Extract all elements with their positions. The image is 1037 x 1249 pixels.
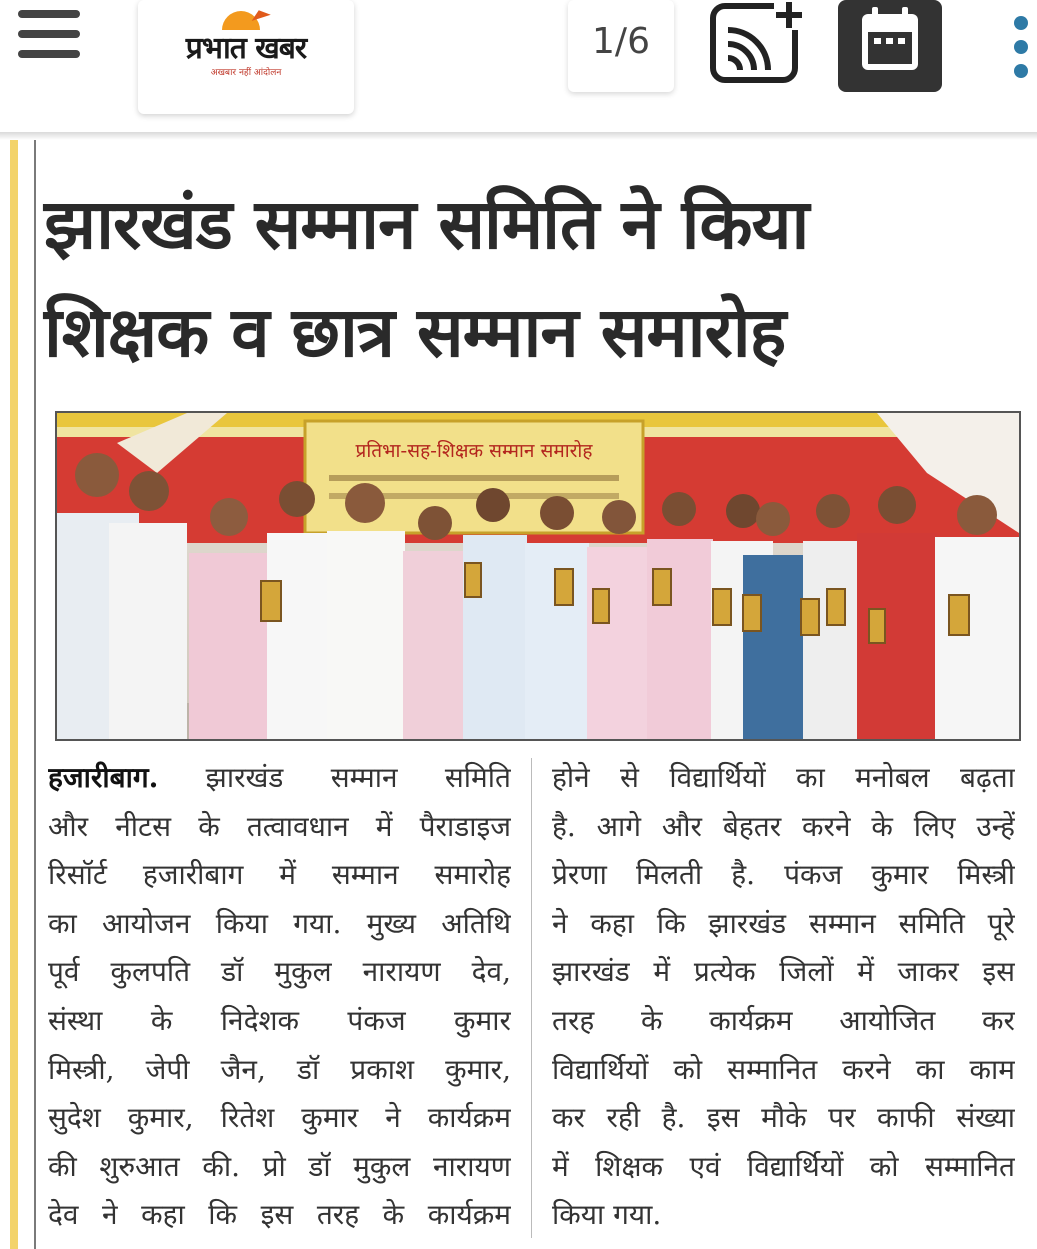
page-indicator[interactable]: 1/6 xyxy=(568,0,674,92)
article-line: झारखंड में प्रत्येक जिलों में जाकर इस xyxy=(552,955,1015,989)
article-line: की शुरुआत की. प्रो डॉ मुकुल नारायण xyxy=(48,1149,511,1183)
logo-tagline: अखबार नहीं आंदोलन xyxy=(210,68,282,78)
article-line: प्रेरणा मिलती है. पंकज कुमार मिस्त्री xyxy=(552,858,1015,892)
article-line: ने कहा कि झारखंड सम्मान समिति पूरे xyxy=(552,906,1015,940)
rss-add-icon xyxy=(710,0,804,84)
more-vertical-icon xyxy=(1014,16,1028,30)
article-line: में शिक्षक एवं विद्यार्थियों को सम्मानित xyxy=(552,1149,1015,1183)
newspaper-clipping[interactable] xyxy=(0,140,1037,1249)
headline-line-2: शिक्षक व छात्र सम्मान समारोह xyxy=(44,293,786,373)
group-photo-illustration xyxy=(57,413,1019,739)
article-column-right xyxy=(552,754,1015,1240)
headline-line-1: झारखंड सम्मान समिति ने किया xyxy=(44,185,809,265)
article-line: पूर्व कुलपति डॉ मुकुल नारायण देव, xyxy=(48,955,511,989)
top-app-bar xyxy=(0,0,1037,134)
article-line: देव ने कहा कि इस तरह के कार्यक्रम xyxy=(48,1198,511,1232)
article-line: है. आगे और बेहतर करने के लिए उन्हें xyxy=(552,809,1015,843)
article-line: मिस्त्री, जेपी जैन, डॉ प्रकाश कुमार, xyxy=(48,1052,511,1086)
hamburger-menu-icon xyxy=(18,10,80,18)
article-column-left xyxy=(48,754,511,1240)
logo-bird-icon xyxy=(249,7,270,21)
margin-rule xyxy=(34,140,36,1249)
dateline: हजारीबाग. xyxy=(48,761,159,794)
calendar-button[interactable] xyxy=(838,0,942,92)
event-photo[interactable] xyxy=(55,411,1021,741)
more-options-button[interactable] xyxy=(1008,12,1036,84)
toolbar-shadow xyxy=(0,132,1037,140)
column-divider xyxy=(531,758,532,1238)
menu-button[interactable] xyxy=(16,6,84,62)
article-line: कर रही है. इस मौके पर काफी संख्या xyxy=(552,1101,1015,1135)
article-line: और नीटस के तत्वावधान में पैराडाइज xyxy=(48,809,511,843)
article-line: सुदेश कुमार, रितेश कुमार ने कार्यक्रम xyxy=(48,1101,511,1135)
article-line: होने से विद्यार्थियों का मनोबल बढ़ता xyxy=(552,761,1015,794)
article-line: संस्था के निदेशक पंकज कुमार xyxy=(48,1003,511,1037)
article-line: का आयोजन किया गया. मुख्य अतिथि xyxy=(48,906,511,940)
margin-highlight xyxy=(10,140,18,1249)
calendar-icon xyxy=(838,0,942,92)
article-line: रिसॉर्ट हजारीबाग में सम्मान समारोह xyxy=(48,858,511,892)
newspaper-logo[interactable] xyxy=(138,0,354,114)
article-line: विद्यार्थियों को सम्मानित करने का काम xyxy=(552,1052,1015,1086)
article-line: हजारीबाग. झारखंड सम्मान समिति xyxy=(48,761,511,794)
article-line: तरह के कार्यक्रम आयोजित कर xyxy=(552,1003,1015,1037)
photo-banner-text: प्रतिभा-सह-शिक्षक सम्मान समारोह xyxy=(355,440,593,462)
article-line: किया गया. xyxy=(552,1198,662,1232)
logo-title: प्रभात खबर xyxy=(185,31,307,66)
rss-subscribe-button[interactable] xyxy=(710,0,804,84)
